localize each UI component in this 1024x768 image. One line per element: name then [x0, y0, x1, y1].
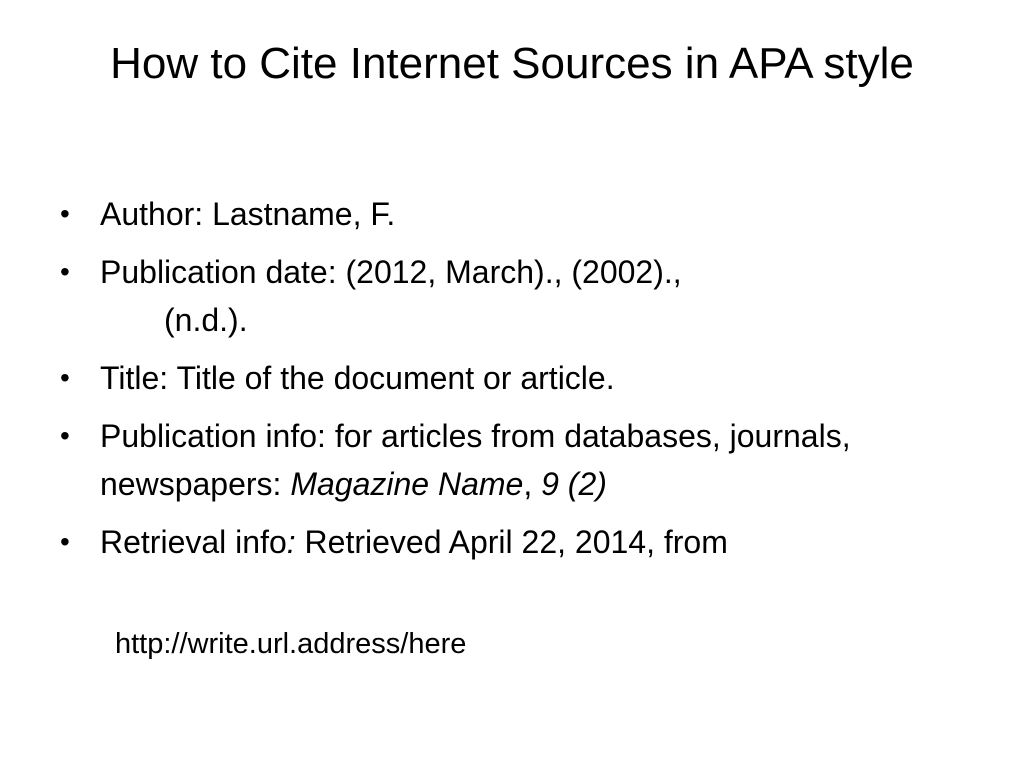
bullet-text: Retrieval info: [100, 524, 287, 560]
bullet-text: ,: [523, 466, 542, 502]
bullet-dot-icon: •: [60, 256, 70, 287]
bullet-italic-text: 9 (2): [541, 466, 607, 502]
bullet-author: [58, 190, 978, 238]
bullet-italic-text: Magazine Name: [290, 466, 524, 502]
bullet-text: Publication date: (2012, March)., (2002).,: [100, 254, 682, 290]
bullet-publication-info: [58, 412, 978, 508]
bullet-list: [58, 190, 978, 576]
bullet-text: Title: Title of the document or article.: [100, 360, 615, 396]
bullet-text: Retrieved April 22, 2014, from: [295, 524, 728, 560]
bullet-retrieval-info: [58, 518, 978, 566]
bullet-dot-icon: •: [60, 362, 70, 393]
bullet-text: Publication info: for articles from databases, journals, newspapers:: [100, 418, 851, 502]
bullet-dot-icon: •: [60, 420, 70, 451]
bullet-italic-text: :: [286, 524, 296, 560]
bullet-publication-date: [58, 248, 978, 344]
bullet-dot-icon: •: [60, 526, 70, 557]
bullet-title: [58, 354, 978, 402]
bullet-text: Author: Lastname, F.: [100, 196, 396, 232]
bullet-dot-icon: •: [60, 198, 70, 229]
url-line: http://write.url.address/here: [115, 628, 467, 660]
slide-title: How to Cite Internet Sources in APA style: [110, 39, 914, 88]
bullet-continuation: (n.d.).: [164, 302, 248, 338]
